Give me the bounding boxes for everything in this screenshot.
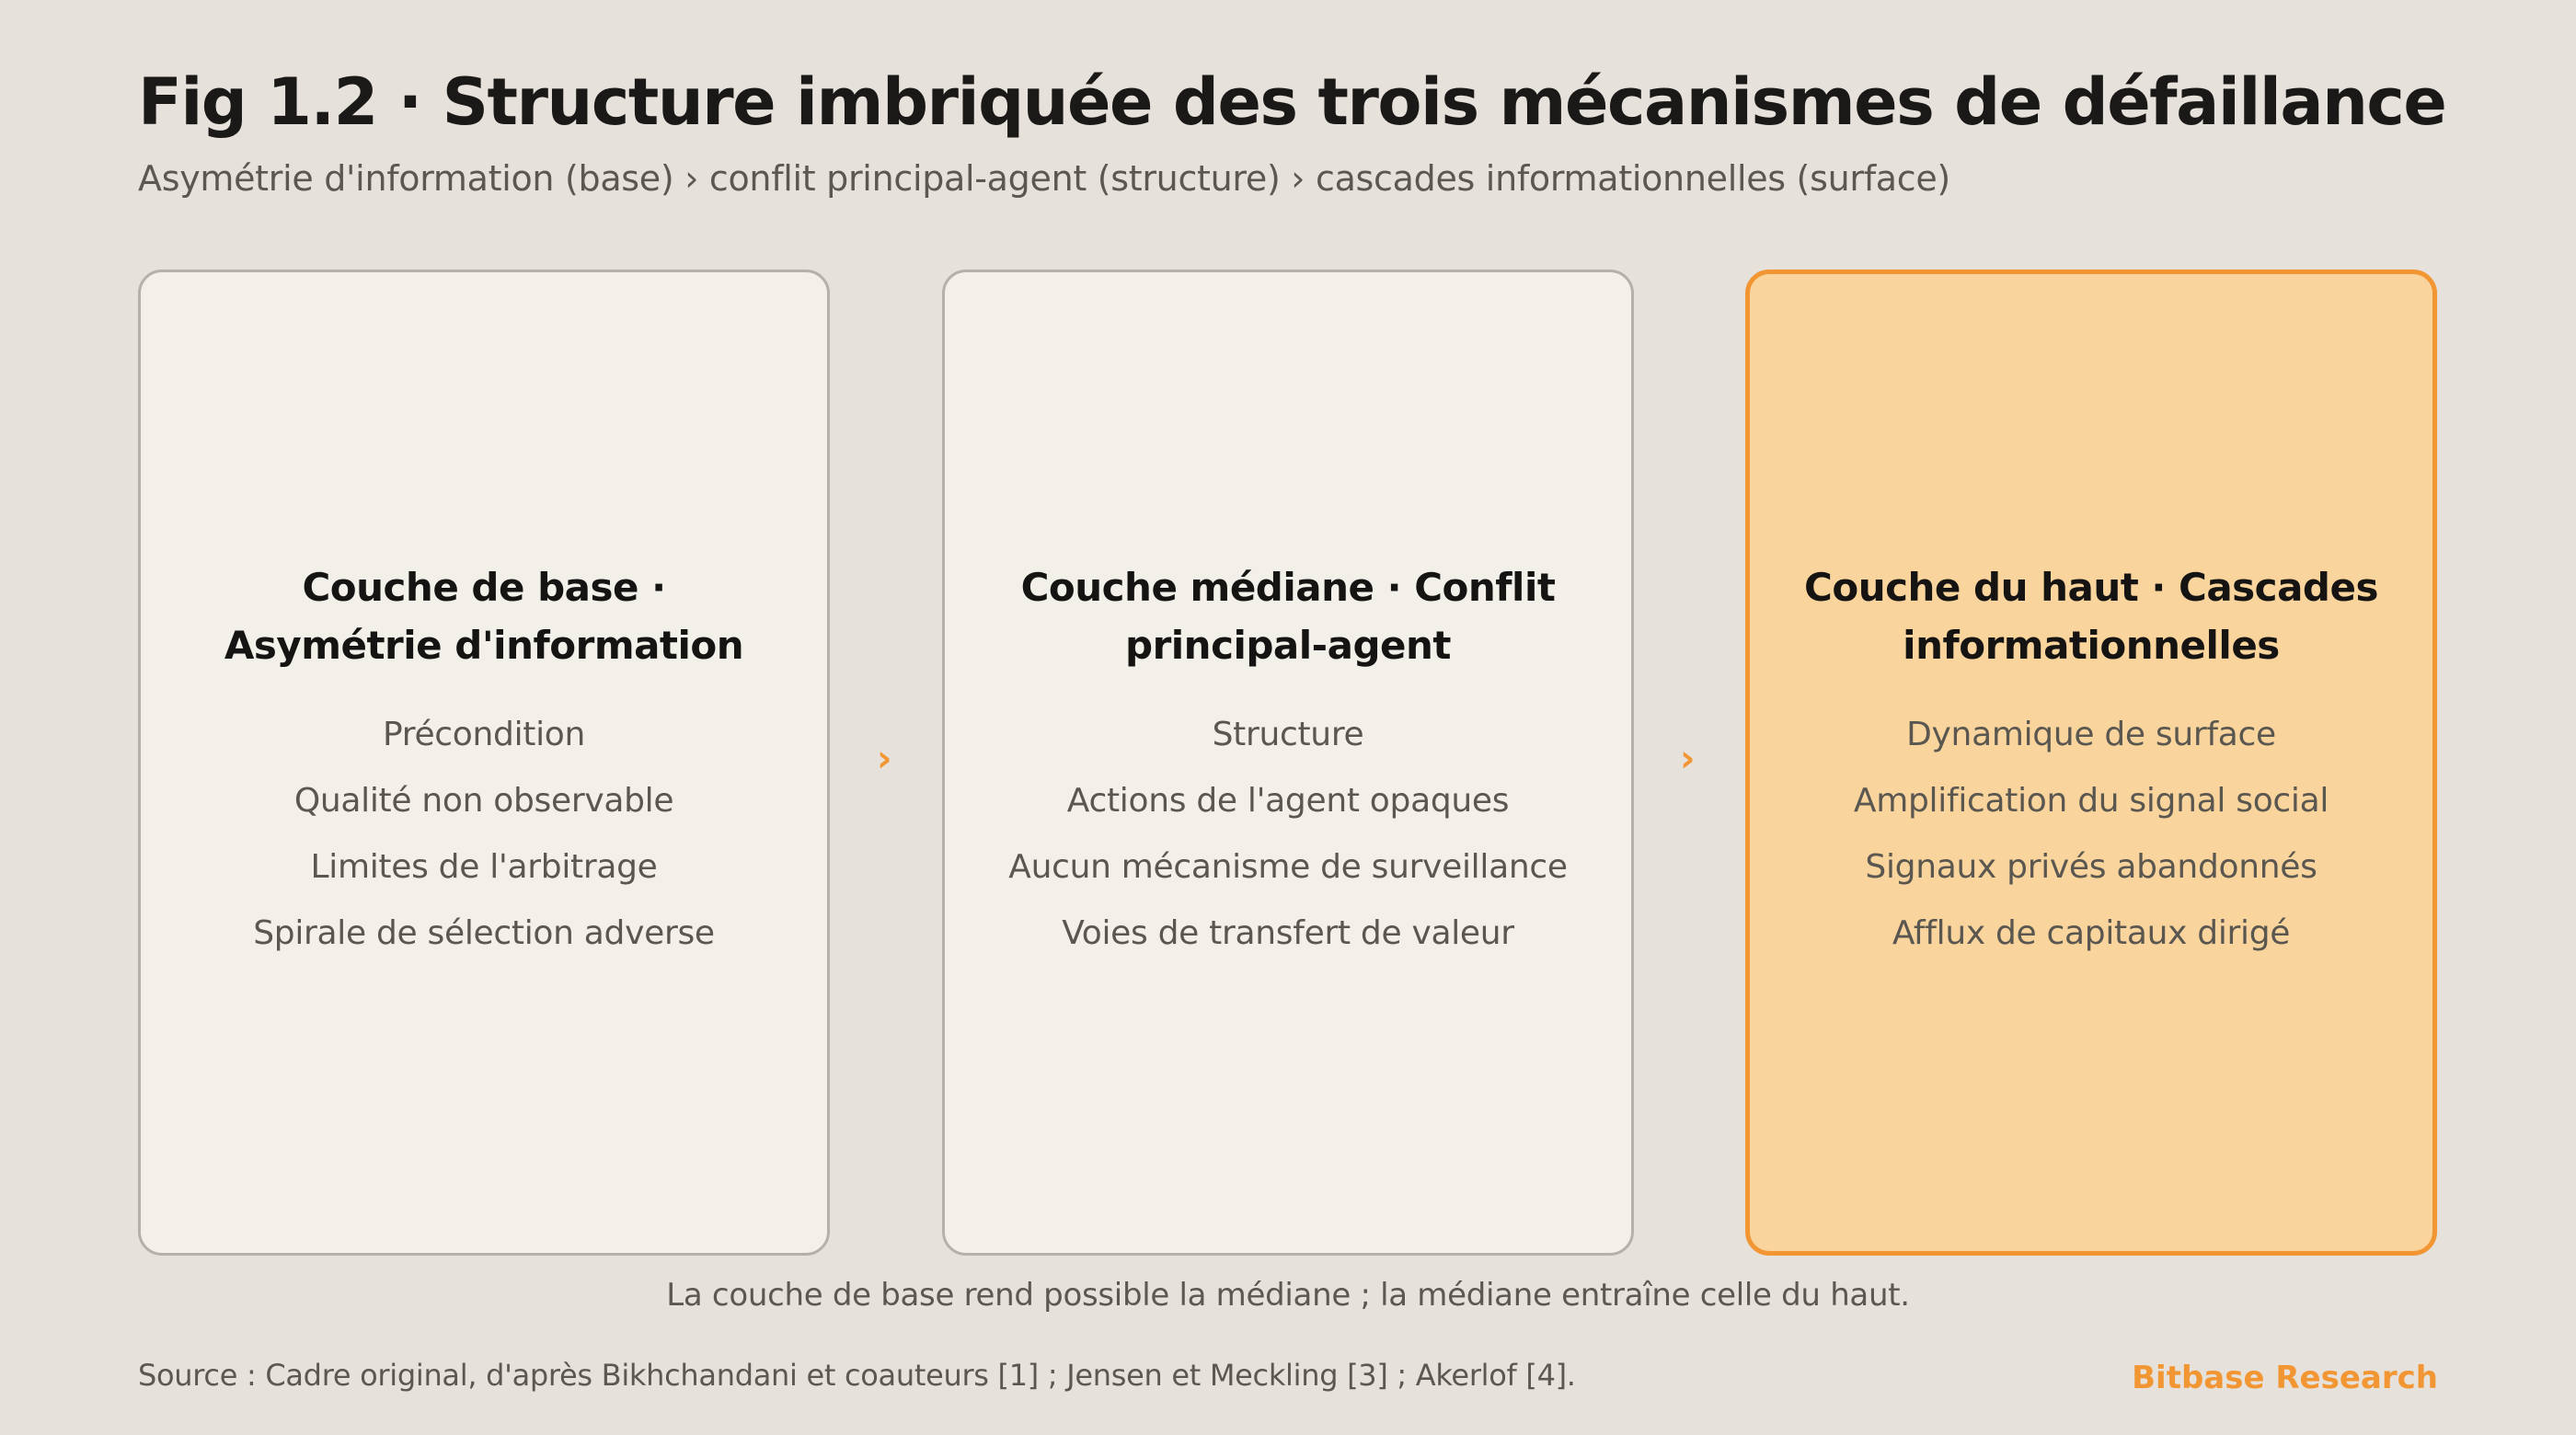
layer-item: Actions de l'agent opaques (1066, 782, 1510, 820)
figure-caption: La couche de base rend possible la médiane ; la médiane entraîne celle du haut. (666, 1277, 1910, 1314)
layer-item: Voies de transfert de valeur (1062, 914, 1514, 952)
layer-item: Spirale de sélection adverse (253, 914, 715, 952)
chevron-right-icon: › (877, 738, 892, 780)
brand-label: Bitbase Research (2132, 1360, 2438, 1396)
layer-title: Couche du haut · Cascades informationnelles (1804, 565, 2378, 668)
layer-item: Dynamique de surface (1906, 716, 2276, 753)
layer-card-middle (942, 270, 1634, 1256)
layer-item: Limites de l'arbitrage (310, 848, 658, 886)
layer-item: Signaux privés abandonnés (1865, 848, 2317, 886)
layer-item: Précondition (382, 716, 586, 753)
figure-title: Fig 1.2 · Structure imbriquée des trois mécanismes de défaillance (138, 64, 2446, 140)
layer-item: Aucun mécanisme de surveillance (1008, 848, 1568, 886)
layer-item: Structure (1212, 716, 1364, 753)
layer-item: Amplification du signal social (1853, 782, 2329, 820)
source-note: Source : Cadre original, d'après Bikhchandani et coauteurs [1] ; Jensen et Meckling [3] ; Akerlof [4]. (138, 1358, 1576, 1393)
layer-title: Couche de base · Asymétrie d'information (224, 565, 744, 668)
chevron-right-icon: › (1680, 738, 1696, 780)
layer-card-top (1745, 270, 2437, 1256)
layer-item: Afflux de capitaux dirigé (1892, 914, 2291, 952)
layer-item: Qualité non observable (293, 782, 674, 820)
layer-title: Couche médiane · Conflit principal-agent (1020, 565, 1556, 668)
figure-subtitle: Asymétrie d'information (base) › conflit principal-agent (structure) › cascades informationnelles (surface) (138, 158, 1950, 199)
layer-card-base (138, 270, 830, 1256)
